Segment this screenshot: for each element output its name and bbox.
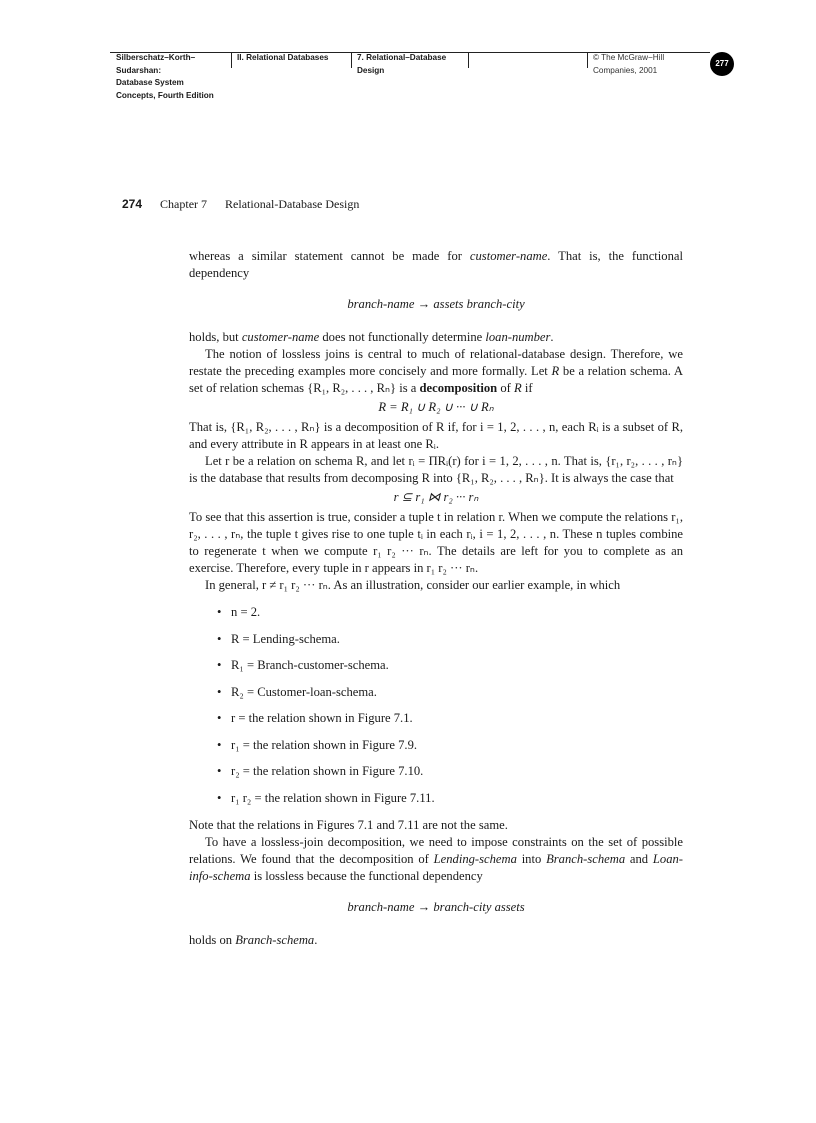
list-item: • r₁ = the relation shown in Figure 7.9.	[217, 737, 418, 752]
text-run: Branch-schema	[546, 851, 626, 866]
text-run: holds on	[189, 932, 236, 947]
text-run: and	[625, 851, 653, 866]
text-run: .	[550, 330, 554, 344]
text-run: into	[516, 851, 547, 866]
header-book-info	[110, 52, 230, 101]
list-item: • R₂ = Customer-loan-schema.	[217, 684, 377, 699]
list-item: • r = the relation shown in Figure 7.1.	[217, 711, 413, 725]
list-item-text: R = Lending-schema.	[231, 631, 340, 646]
equation-decomposition: R = R₁ ∪ R₂ ∪ ··· ∪ Rₙ	[378, 400, 494, 414]
header-authors: Silberschatz–Korth–Sudarshan:	[116, 53, 196, 75]
list-item-text: r = the relation shown in Figure 7.1.	[231, 711, 413, 725]
paragraph: Note that the relations in Figures 7.1 and 7.11 are not the same.	[189, 817, 508, 832]
header-book-title-2: Concepts, Fourth Edition	[116, 91, 214, 101]
header-divider	[468, 52, 469, 68]
list-item-text: R₂ = Customer-loan-schema.	[231, 684, 377, 699]
paragraph: In general, r ≠ r₁ r₂ ··· rₙ. As an illustration, consider our earlier example, in which	[205, 578, 621, 592]
paragraph	[189, 346, 683, 397]
text-run: The notion of lossless joins is central to much of relational-database design. Therefore, we restate the preceding examples more concisely and more formally. Let	[189, 347, 683, 378]
text-run: holds, but	[189, 330, 242, 344]
paragraph: That is, {R₁, R₂, . . . , Rₙ} is a decomposition of R if, for i = 1, 2, . . . , n, each Rᵢ is a subset of R, and every attribute in R appears in at least one Rᵢ.	[189, 420, 683, 451]
paragraph	[189, 329, 683, 346]
text-run: of	[497, 381, 514, 395]
text-run: be a relation schema. A set of relation schemas {R₁, R₂, . . . , Rₙ} is a	[189, 364, 683, 395]
paragraph: Let r be a relation on schema R, and let rᵢ = ΠRᵢ(r) for i = 1, 2, . . . , n. That is, {r₁, r₂, . . . , rₙ} is the database that results from decomposing R into {R₁, R₂, . . . , Rₙ}. It is always the case that	[189, 454, 683, 485]
text-run: is lossless because the functional dependency	[250, 868, 483, 883]
header-book-title-1: Database System	[116, 78, 184, 88]
text-run: To have a lossless-join decomposition, we need to impose constraints on the set of possible relations. We found that the decomposition of	[189, 834, 683, 866]
header-part	[231, 52, 351, 98]
list-item-text: r₁ = the relation shown in Figure 7.9.	[231, 737, 418, 752]
text-run: loan-number	[485, 330, 551, 344]
paragraph	[189, 834, 683, 885]
page-body	[189, 248, 683, 949]
list-item: • r₂ = the relation shown in Figure 7.10.	[217, 764, 424, 778]
page-number-badge: 277	[710, 52, 734, 76]
text-run: Loan-info-schema	[189, 851, 683, 883]
list-item-text: r₁ r₂ = the relation shown in Figure 7.11.	[231, 790, 435, 805]
paragraph: To see that this assertion is true, consider a tuple t in relation r. When we compute the relations r₁, r₂, . . . , rₙ, the tuple t gives rise to one tuple tᵢ in each rᵢ, i = 1, 2, . . . , n. These n tuples combine to regenerate t when we compute r₁ r₂ ··· rₙ. The details are left for you to complete as an exercise. Therefore, every tuple in r appears in r₁ r₂ ··· rₙ.	[189, 510, 683, 575]
list-item: • r₁ r₂ = the relation shown in Figure 7.11.	[217, 790, 435, 805]
text-run: if	[521, 381, 533, 395]
chapter-title: Relational-Database Design	[225, 197, 360, 211]
list-item-text: n = 2.	[231, 605, 261, 619]
equation-join: r ⊆ r₁ ⋈ r₂ ··· rₙ	[393, 490, 479, 504]
list-item: • R = Lending-schema.	[217, 631, 340, 646]
header-publisher	[587, 52, 707, 98]
header-publisher-1: © The McGraw−Hill	[593, 53, 665, 62]
header-chapter	[351, 52, 468, 98]
list-item: • R₁ = Branch-customer-schema.	[217, 658, 389, 672]
functional-dependency: branch-name → branch-city assets	[347, 899, 525, 914]
list-item: • n = 2.	[217, 605, 261, 619]
bullet-list	[189, 604, 683, 807]
header-part-title: II. Relational Databases	[237, 53, 329, 62]
list-item-text: R₁ = Branch-customer-schema.	[231, 658, 389, 672]
text-run: customer-name	[241, 330, 320, 344]
page-header	[110, 52, 735, 101]
text-run: customer-name	[469, 249, 548, 263]
text-run: Lending-schema	[433, 851, 517, 866]
header-chapter-title-2: Design	[357, 65, 385, 75]
text-run: . That is, the functional dependency	[189, 249, 683, 280]
chapter-label: Chapter 7	[160, 197, 208, 211]
text-run: .	[314, 932, 318, 947]
paragraph	[189, 248, 683, 282]
running-head	[122, 197, 359, 212]
page-number: 274	[122, 197, 143, 211]
text-run: R	[551, 364, 560, 378]
text-run: whereas a similar statement cannot be made for	[189, 249, 470, 263]
text-run: does not functionally determine	[319, 330, 486, 344]
list-item-text: r₂ = the relation shown in Figure 7.10.	[231, 764, 424, 778]
header-chapter-title-1: 7. Relational–Database	[357, 53, 447, 62]
text-run: Branch-schema	[235, 932, 315, 947]
functional-dependency: branch-name → assets branch-city	[347, 297, 525, 311]
header-publisher-2: Companies, 2001	[593, 65, 658, 75]
text-run: decomposition	[419, 381, 498, 395]
text-run: R	[513, 381, 522, 395]
paragraph	[189, 932, 683, 949]
